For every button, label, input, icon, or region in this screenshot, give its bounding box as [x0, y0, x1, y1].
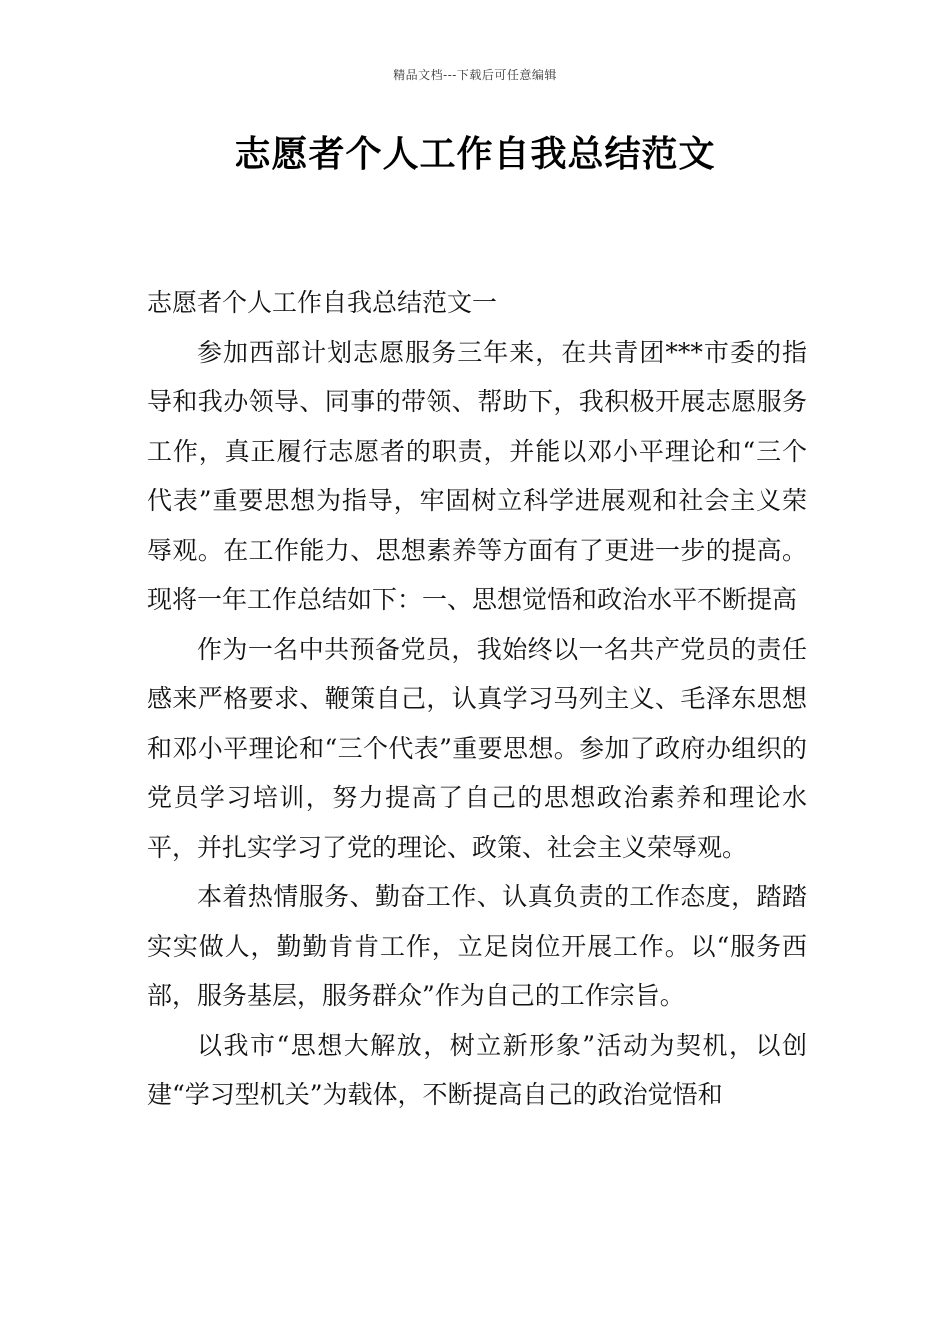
- document-title: 志愿者个人工作自我总结范文: [234, 134, 716, 175]
- paragraph: 参加西部计划志愿服务三年来，在共青团***市委的指导和我办领导、同事的带领、帮助下，我积极开展志愿服务工作，真正履行志愿者的职责，并能以邓小平理论和“三个代表”重要思想为指导，牢固树立科学进展观和社会主义荣辱观。在工作能力、思想素养等方面有了更进一步的提高。现将一年工作总结如下：一、思想觉悟和政治水平不断提高: [147, 337, 807, 614]
- document-body: [147, 278, 807, 1120]
- paragraph: 作为一名中共预备党员，我始终以一名共产党员的责任感来严格要求、鞭策自己，认真学习马列主义、毛泽东思想和邓小平理论和“三个代表”重要思想。参加了政府办组织的党员学习培训，努力提高了自己的思想政治素养和理论水平，并扎实学习了党的理论、政策、社会主义荣辱观。: [147, 634, 807, 862]
- paragraph: 本着热情服务、勤奋工作、认真负责的工作态度，踏踏实实做人，勤勤肯肯工作，立足岗位开展工作。以“服务西部，服务基层，服务群众”作为自己的工作宗旨。: [147, 882, 807, 1010]
- paragraph: 以我市“思想大解放，树立新形象”活动为契机，以创建“学习型机关”为载体，不断提高自己的政治觉悟和: [147, 1030, 807, 1109]
- document-header-note: 精品文档---下载后可任意编辑: [393, 68, 557, 82]
- section-heading: 志愿者个人工作自我总结范文一: [147, 288, 498, 317]
